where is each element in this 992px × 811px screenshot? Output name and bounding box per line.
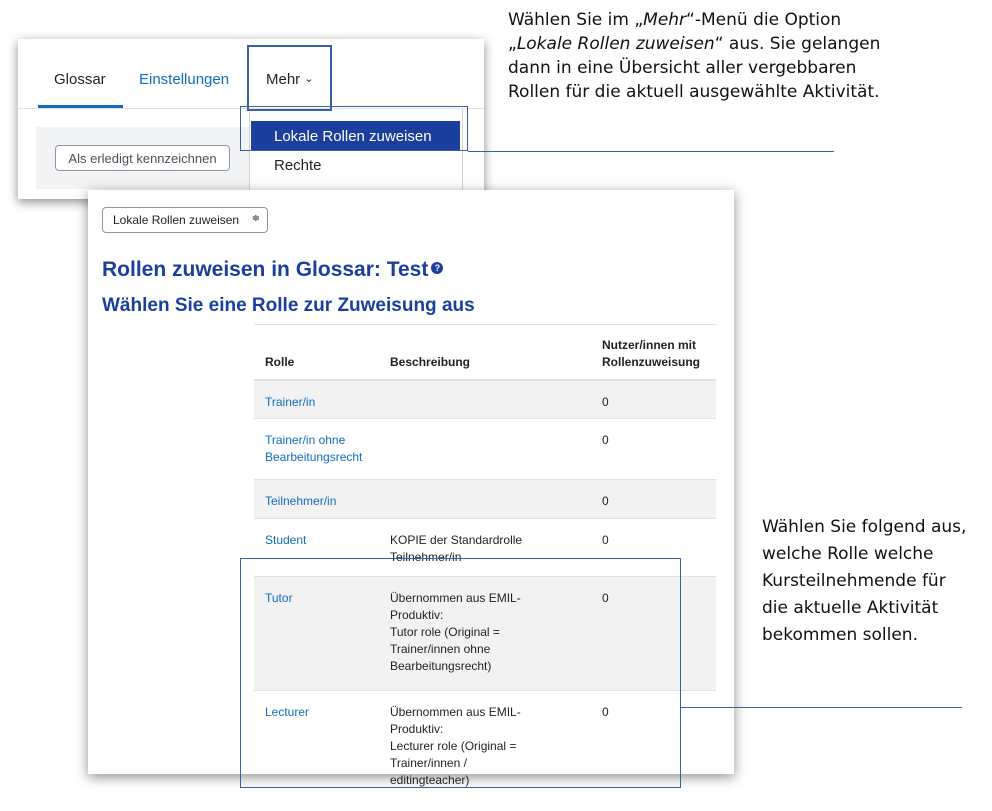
select-arrows-icon: ≑ (251, 213, 260, 224)
annotation-connector-side (680, 707, 962, 708)
role-action-select[interactable] (102, 207, 268, 233)
highlight-menu-item (240, 106, 468, 151)
column-header-description: Beschreibung (390, 355, 471, 369)
table-row (254, 381, 716, 419)
role-link[interactable]: Student (265, 533, 307, 547)
table-top-border (254, 324, 716, 325)
role-description: KOPIE der Standardrolle Teilnehmer/in (390, 533, 523, 564)
role-link[interactable]: Teilnehmer/in (265, 494, 337, 508)
role-user-count: 0 (602, 533, 609, 547)
table-row (254, 480, 716, 519)
page-subtitle: Wählen Sie eine Rolle zur Zuweisung aus (102, 295, 475, 316)
annotation-side: Wählen Sie folgend aus, welche Rolle welche Kursteilnehmende für die aktuelle Aktivität bekommen sollen. (762, 517, 967, 645)
tab-glossar[interactable]: Glossar (54, 71, 106, 88)
table-row (254, 419, 716, 480)
role-link[interactable]: Trainer/in ohne Bearbeitungsrecht (265, 433, 363, 464)
tab-mehr-label: Mehr (266, 71, 301, 88)
role-description: Übernommen aus EMIL-Produktiv: Lecturer role (Original = Trainer/innen / editingteacher) (390, 705, 521, 787)
mark-as-done-button[interactable]: Als erledigt kennzeichnen (55, 145, 230, 171)
role-description: Übernommen aus EMIL-Produktiv: Tutor role (Original = Trainer/innen ohne Bearbeitungsrecht) (390, 591, 521, 673)
role-user-count: 0 (602, 433, 609, 447)
role-action-select-value: Lokale Rollen zuweisen (113, 213, 240, 227)
role-link[interactable]: Tutor (265, 591, 293, 605)
role-user-count: 0 (602, 591, 609, 605)
column-header-users: Nutzer/innen mit Rollenzuweisung (602, 338, 701, 369)
help-icon[interactable]: ? (431, 262, 443, 274)
role-link[interactable]: Lecturer (265, 705, 310, 719)
menu-item-rechte[interactable]: Rechte (274, 157, 322, 174)
role-user-count: 0 (602, 395, 609, 409)
role-user-count: 0 (602, 494, 609, 508)
role-link[interactable]: Trainer/in (265, 395, 316, 409)
column-header-role: Rolle (265, 355, 295, 369)
annotation-top: Wählen Sie im „Mehr“-Menü die Option „Lokale Rollen zuweisen“ aus. Sie gelangen dann in eine Übersicht aller vergebbaren Rollen für die aktuell ausgewählte Aktivität. (508, 10, 881, 102)
menu-item-lokale-rollen[interactable]: Lokale Rollen zuweisen (251, 121, 460, 151)
chevron-down-icon: ⌄ (304, 73, 314, 85)
highlight-mehr-tab (247, 45, 332, 111)
role-user-count: 0 (602, 705, 609, 719)
highlight-custom-roles (240, 558, 681, 788)
annotation-connector-top (468, 151, 834, 152)
tab-einstellungen[interactable]: Einstellungen (139, 71, 230, 88)
page-title: Rollen zuweisen in Glossar: Test ? (102, 258, 443, 282)
